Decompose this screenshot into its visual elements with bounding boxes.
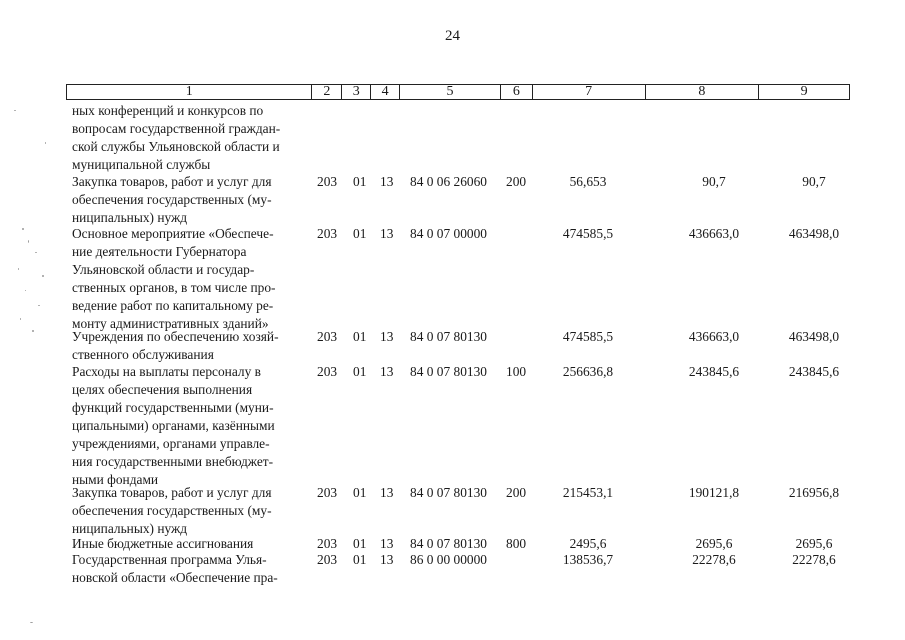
desc-line: ния государственными внебюджет- [72,454,274,469]
cell-amount-7: 138536,7 [562,552,614,567]
page-number: 24 [445,28,460,44]
cell-amount-9: 2695,6 [795,536,833,551]
desc-line: ние деятельности Губернатора [72,244,247,259]
cell-target-article: 84 0 06 26060 [410,174,487,189]
desc-line: ниципальных) нужд [72,210,188,225]
cell-section: 01 [353,226,367,241]
cell-amount-8: 243845,6 [688,364,740,379]
column-header-2: 2 [312,85,342,99]
cell-ministry: 203 [317,174,338,189]
column-header-5: 5 [400,85,501,99]
desc-line: монту административных зданий» [72,316,269,331]
column-header-3: 3 [342,85,371,99]
cell-subsection: 13 [380,536,394,551]
row-description [72,173,308,227]
cell-ministry: 203 [317,536,338,551]
cell-subsection: 13 [380,552,394,567]
row-description [72,225,308,333]
desc-line: Государственная программа Улья- [72,552,267,567]
desc-line: ципальными) органами, казёнными [72,418,275,433]
desc-line: муниципальной службы [72,157,211,172]
desc-line: ных конференций и конкурсов по [72,103,264,118]
desc-line: ведение работ по капитальному ре- [72,298,274,313]
desc-line: Иные бюджетные ассигнования [72,536,254,551]
cell-ministry: 203 [317,485,338,500]
cell-ministry: 203 [317,364,338,379]
cell-subsection: 13 [380,364,394,379]
cell-subsection: 13 [380,329,394,344]
column-header-9: 9 [800,84,808,99]
column-header-6: 6 [501,85,533,99]
cell-amount-9: 463498,0 [788,329,840,344]
cell-section: 01 [353,329,367,344]
desc-line: Учреждения по обеспечению хозяй- [72,329,279,344]
cell-amount-9: 216956,8 [788,485,840,500]
desc-line: ской службы Ульяновской области и [72,139,280,154]
row-description [72,102,308,174]
desc-line: обеспечения государственных (му- [72,503,272,518]
cell-amount-9: 243845,6 [788,364,840,379]
cell-subsection: 13 [380,485,394,500]
column-header-4: 4 [371,85,400,99]
cell-expense-type: 200 [506,485,527,500]
desc-line: Основное мероприятие «Обеспече- [72,226,274,241]
cell-target-article: 84 0 07 80130 [410,364,487,379]
cell-target-article: 84 0 07 00000 [410,226,487,241]
cell-amount-8: 22278,6 [692,552,736,567]
column-header-8: 8 [646,85,760,99]
cell-section: 01 [353,364,367,379]
cell-section: 01 [353,485,367,500]
row-description [72,328,308,364]
cell-target-article: 84 0 07 80130 [410,329,487,344]
desc-line: вопросам государственной граждан- [72,121,281,136]
cell-subsection: 13 [380,226,394,241]
cell-amount-9: 90,7 [802,174,826,189]
cell-expense-type: 200 [506,174,527,189]
cell-amount-7: 56,653 [569,174,607,189]
cell-ministry: 203 [317,552,338,567]
cell-amount-7: 474585,5 [562,329,614,344]
table-header [66,84,850,100]
desc-line: ственных органов, в том числе про- [72,280,276,295]
desc-line: Закупка товаров, работ и услуг для [72,485,272,500]
cell-amount-8: 190121,8 [688,485,740,500]
cell-amount-9: 463498,0 [788,226,840,241]
desc-line: ными фондами [72,472,159,487]
cell-amount-7: 256636,8 [562,364,614,379]
desc-line: Закупка товаров, работ и услуг для [72,174,272,189]
cell-target-article: 84 0 07 80130 [410,485,487,500]
desc-line: Расходы на выплаты персоналу в [72,364,261,379]
cell-target-article: 84 0 07 80130 [410,536,487,551]
cell-amount-8: 90,7 [702,174,726,189]
row-description [72,551,308,587]
desc-line: ниципальных) нужд [72,521,188,536]
desc-line: обеспечения государственных (му- [72,192,272,207]
cell-expense-type: 100 [506,364,527,379]
desc-line: новской области «Обеспечение пра- [72,570,278,585]
cell-amount-9: 22278,6 [792,552,836,567]
desc-line: целях обеспечения выполнения [72,382,253,397]
cell-amount-8: 2695,6 [695,536,733,551]
desc-line: функций государственными (муни- [72,400,274,415]
desc-line: Ульяновской области и государ- [72,262,255,277]
cell-section: 01 [353,536,367,551]
row-description [72,363,308,489]
desc-line: ственного обслуживания [72,347,214,362]
cell-amount-8: 436663,0 [688,329,740,344]
cell-expense-type: 800 [506,536,527,551]
cell-amount-7: 474585,5 [562,226,614,241]
cell-ministry: 203 [317,226,338,241]
cell-ministry: 203 [317,329,338,344]
cell-amount-7: 2495,6 [569,536,607,551]
cell-amount-8: 436663,0 [688,226,740,241]
cell-subsection: 13 [380,174,394,189]
column-header-7: 7 [533,85,646,99]
desc-line: учреждениями, органами управле- [72,436,270,451]
row-description [72,484,308,538]
cell-amount-7: 215453,1 [562,485,614,500]
cell-section: 01 [353,552,367,567]
cell-section: 01 [353,174,367,189]
column-header-1: 1 [67,85,312,99]
cell-target-article: 86 0 00 00000 [410,552,487,567]
